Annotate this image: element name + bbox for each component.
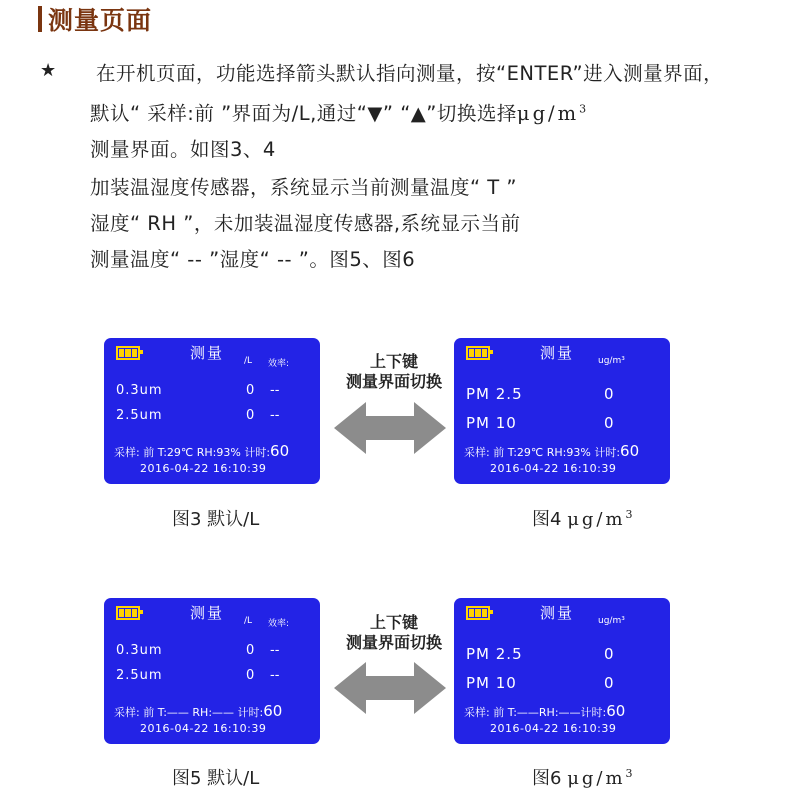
row-dash: -- [270,383,280,398]
switch-label-line-1: 上下键 [369,352,418,371]
status-line [464,442,639,460]
caption-unit-base: μg/m [567,509,626,530]
paragraph-unit-exp: 3 [579,102,590,116]
switch-label-line-2: 测量界面切换 [345,372,442,391]
row-dash: -- [270,408,280,423]
datetime-label: 2016-04-22 16:10:39 [140,462,267,475]
pm-label: PM 2.5 [466,385,523,403]
datetime-label: 2016-04-22 16:10:39 [140,722,267,735]
battery-icon [116,346,140,360]
status-text: 采样: 前 T:——RH:——计时: [464,706,607,719]
section-title [38,2,152,36]
status-timer: 60 [606,702,626,720]
paragraph-line-2-text: 默认“ 采样:前 ”界面为/L,通过“▼” “▲”切换选择 [90,102,517,125]
row-dash: -- [270,668,280,683]
efficiency-label: 效率: [268,359,290,369]
pm-value: 0 [604,674,614,692]
screen-fig3 [104,338,320,484]
battery-icon [466,346,490,360]
caption-fig4 [532,505,636,531]
switch-label-line-1: 上下键 [369,613,418,632]
pm-value: 0 [604,645,614,663]
caption-fig5: 图5 默认/L [172,768,260,789]
row-label: 2.5um [116,408,163,423]
pm-label: PM 10 [466,414,517,432]
caption-unit-exp: 3 [625,508,636,521]
row-label: 0.3um [116,643,163,658]
paragraph-line-4: 加装温湿度传感器，系统显示当前测量温度“ T ” [90,176,518,199]
paragraph-unit [517,102,589,125]
screen-fig5 [104,598,320,744]
unit-label: /L [244,356,253,366]
row-dash: -- [270,643,280,658]
pm-label: PM 2.5 [466,645,523,663]
switch-label-bottom [339,613,449,653]
paragraph-line-6: 测量温度“ -- ”湿度“ -- ”。图5、图6 [90,248,416,271]
status-timer: 60 [620,442,640,460]
caption-unit-exp: 3 [625,767,636,780]
pm-value: 0 [604,414,614,432]
screen-title: 测量 [540,344,575,362]
paragraph-unit-base: μg/m [516,102,580,125]
switch-label-line-2: 测量界面切换 [345,633,442,652]
unit-label: ug/m³ [598,356,625,366]
paragraph-line-3: 测量界面。如图3、4 [90,138,276,161]
datetime-label: 2016-04-22 16:10:39 [490,722,617,735]
row-label: 0.3um [116,383,163,398]
status-timer: 60 [270,442,290,460]
row-value: 0 [246,383,255,398]
caption-fig4-unit [567,509,635,530]
status-text: 采样: 前 T:—— RH:—— 计时: [114,706,264,719]
switch-label-top [339,352,449,392]
row-value: 0 [246,668,255,683]
caption-fig3: 图3 默认/L [172,509,260,530]
screen-fig4 [454,338,670,484]
status-line [114,442,289,460]
star-bullet-icon: ★ [40,60,57,81]
caption-fig6-unit [567,768,635,789]
battery-icon [466,606,490,620]
efficiency-label: 效率: [268,619,290,629]
battery-icon [116,606,140,620]
screen-title: 测量 [190,344,225,362]
paragraph-line-1: 在开机页面，功能选择箭头默认指向测量，按“ENTER”进入测量界面， [96,62,724,85]
page-title: 测量页面 [48,6,153,35]
datetime-label: 2016-04-22 16:10:39 [490,462,617,475]
double-arrow-icon [334,658,446,718]
row-value: 0 [246,408,255,423]
status-text: 采样: 前 T:29℃ RH:93% 计时: [464,446,621,459]
status-line [464,702,625,720]
row-label: 2.5um [116,668,163,683]
screen-title: 测量 [190,604,225,622]
unit-label: /L [244,616,253,626]
double-arrow-icon [334,398,446,458]
paragraph-line-5: 湿度“ RH ”，未加装温湿度传感器,系统显示当前 [90,212,521,235]
status-text: 采样: 前 T:29℃ RH:93% 计时: [114,446,271,459]
screen-title: 测量 [540,604,575,622]
screen-fig6 [454,598,670,744]
unit-label: ug/m³ [598,616,625,626]
caption-fig4-label: 图4 [532,509,562,530]
title-accent-bar [38,6,42,32]
paragraph-line-2 [90,98,589,126]
row-value: 0 [246,643,255,658]
status-line [114,702,282,720]
pm-value: 0 [604,385,614,403]
caption-fig6-label: 图6 [532,768,562,789]
status-timer: 60 [263,702,283,720]
pm-label: PM 10 [466,674,517,692]
caption-fig6 [532,764,636,790]
caption-unit-base: μg/m [567,768,626,789]
